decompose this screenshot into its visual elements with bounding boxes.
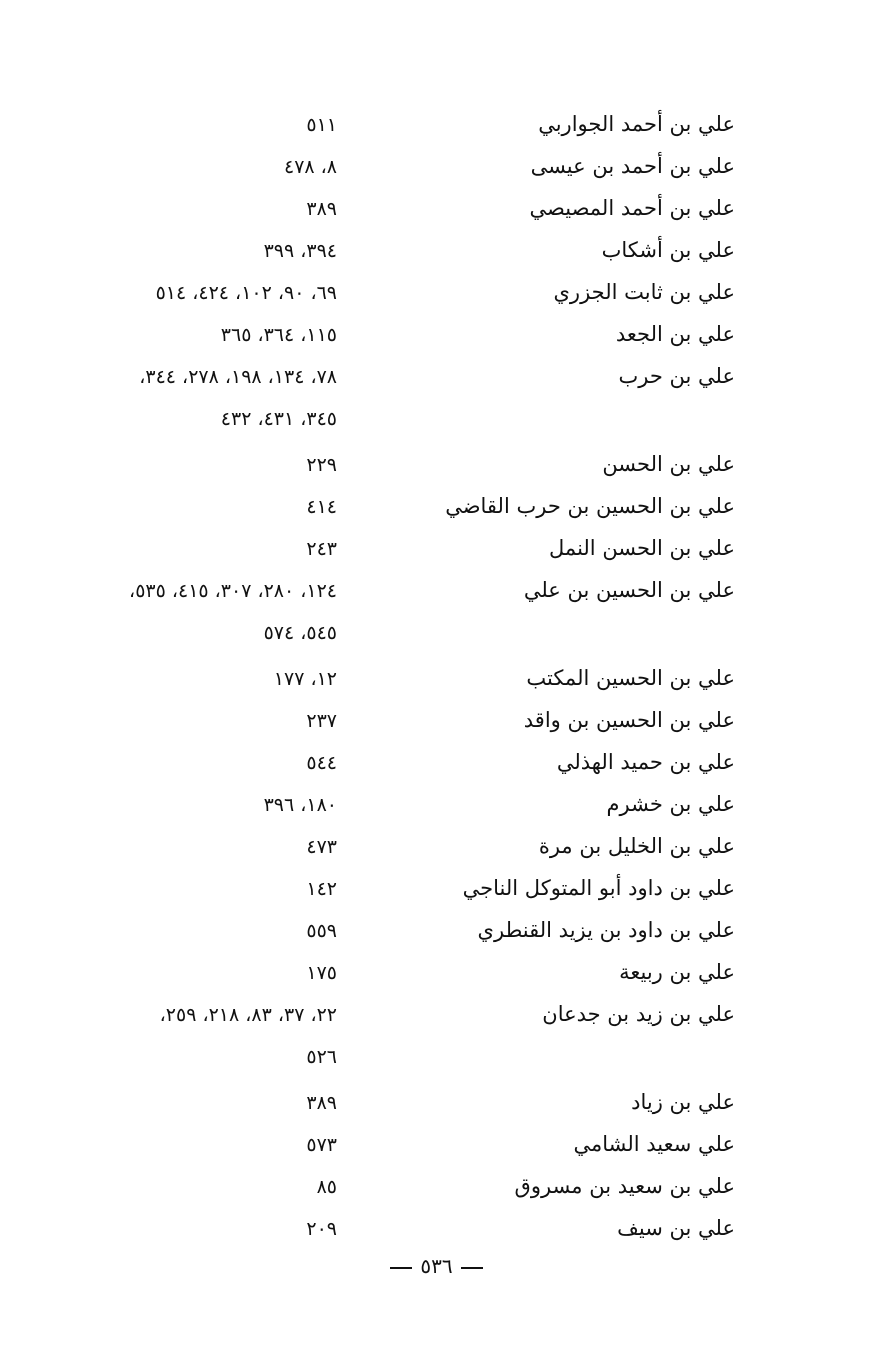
index-entry-continuation <box>0 612 873 654</box>
index-entry <box>0 700 873 742</box>
entry-name: علي بن الحسين بن واقد <box>523 708 735 732</box>
index-entry <box>0 1166 873 1208</box>
entry-page-refs: ٦٩، ٩٠، ١٠٢، ٤٢٤، ٥١٤ <box>155 282 337 304</box>
entry-page-refs: ٨٥ <box>316 1176 337 1198</box>
entry-name: علي سعيد الشامي <box>573 1132 735 1156</box>
entry-page-refs: ١١٥، ٣٦٤، ٣٦٥ <box>220 324 337 346</box>
footer-dash <box>461 1267 483 1269</box>
index-entry <box>0 230 873 272</box>
entry-name: علي بن الخليل بن مرة <box>538 834 735 858</box>
entry-page-refs: ٢٢، ٣٧، ٨٣، ٢١٨، ٢٥٩، <box>159 1004 337 1026</box>
entry-page-refs: ٤١٤ <box>306 496 337 518</box>
index-entry <box>0 1082 873 1124</box>
index-entry <box>0 826 873 868</box>
index-entry <box>0 952 873 994</box>
entry-page-refs: ٧٨، ١٣٤، ١٩٨، ٢٧٨، ٣٤٤، <box>139 366 337 388</box>
entry-page-refs: ٤٧٣ <box>306 836 337 858</box>
entry-name: علي بن داود أبو المتوكل الناجي <box>462 876 735 900</box>
entry-name: علي بن زيد بن جدعان <box>542 1002 735 1026</box>
entry-page-refs: ١٧٥ <box>306 962 337 984</box>
entry-name: علي بن حميد الهذلي <box>556 750 735 774</box>
entry-page-refs: ٣٩٤، ٣٩٩ <box>263 240 337 262</box>
index-entry-continuation <box>0 398 873 440</box>
entry-name: علي بن الحسن النمل <box>549 536 735 560</box>
index-entry <box>0 146 873 188</box>
entry-page-refs: ١٢٤، ٢٨٠، ٣٠٧، ٤١٥، ٥٣٥، <box>129 580 337 602</box>
entry-page-refs: ١٨٠، ٣٩٦ <box>263 794 337 816</box>
entry-name: علي بن الحسين المكتب <box>526 666 735 690</box>
entry-name: علي بن سيف <box>617 1216 735 1240</box>
index-entry <box>0 994 873 1036</box>
entry-name: علي بن خشرم <box>606 792 735 816</box>
entry-name: علي بن ربيعة <box>619 960 735 984</box>
entry-name: علي بن الحسين بن علي <box>523 578 735 602</box>
entry-page-refs: ٣٨٩ <box>306 1092 337 1114</box>
index-entry <box>0 742 873 784</box>
index-entry <box>0 528 873 570</box>
index-entry <box>0 784 873 826</box>
index-entry <box>0 910 873 952</box>
index-entry <box>0 486 873 528</box>
index-entry <box>0 104 873 146</box>
entry-name: علي بن أحمد بن عيسى <box>530 154 735 178</box>
entry-page-refs: ٢٣٧ <box>306 710 337 732</box>
page-number: ٥٣٦ <box>420 1254 453 1278</box>
entry-name: علي بن أحمد الجواربي <box>538 112 735 136</box>
entry-name: علي بن زياد <box>631 1090 735 1114</box>
index-entry <box>0 444 873 486</box>
entry-page-refs: ٢٠٩ <box>306 1218 337 1240</box>
index-entry <box>0 1124 873 1166</box>
entry-name: علي بن سعيد بن مسروق <box>514 1174 735 1198</box>
index-entry <box>0 272 873 314</box>
entry-page-refs: ٥٤٥، ٥٧٤ <box>263 622 337 644</box>
index-entry <box>0 314 873 356</box>
name-index-list <box>0 104 873 1250</box>
index-entry <box>0 658 873 700</box>
index-entry-continuation <box>0 1036 873 1078</box>
entry-page-refs: ١٢، ١٧٧ <box>273 668 337 690</box>
entry-name: علي بن أحمد المصيصي <box>529 196 735 220</box>
entry-page-refs: ٨، ٤٧٨ <box>283 156 337 178</box>
entry-name: علي بن الحسن <box>602 452 735 476</box>
entry-page-refs: ٥٤٤ <box>306 752 337 774</box>
index-entry <box>0 188 873 230</box>
page-footer <box>0 1250 873 1282</box>
entry-name: علي بن الحسين بن حرب القاضي <box>445 494 735 518</box>
entry-page-refs: ٣٨٩ <box>306 198 337 220</box>
entry-page-refs: ٢٤٣ <box>306 538 337 560</box>
index-entry <box>0 570 873 612</box>
entry-page-refs: ٣٤٥، ٤٣١، ٤٣٢ <box>220 408 337 430</box>
entry-page-refs: ٢٢٩ <box>306 454 337 476</box>
entry-page-refs: ١٤٢ <box>306 878 337 900</box>
entry-name: علي بن أشكاب <box>601 238 735 262</box>
entry-page-refs: ٥١١ <box>306 114 337 136</box>
entry-page-refs: ٥٢٦ <box>306 1046 337 1068</box>
entry-name: علي بن حرب <box>618 364 735 388</box>
footer-dash <box>390 1267 412 1269</box>
entry-name: علي بن داود بن يزيد القنطري <box>477 918 735 942</box>
entry-name: علي بن الجعد <box>615 322 735 346</box>
entry-page-refs: ٥٥٩ <box>306 920 337 942</box>
entry-name: علي بن ثابت الجزري <box>553 280 735 304</box>
index-entry <box>0 356 873 398</box>
index-entry <box>0 868 873 910</box>
index-entry <box>0 1208 873 1250</box>
entry-page-refs: ٥٧٣ <box>306 1134 337 1156</box>
